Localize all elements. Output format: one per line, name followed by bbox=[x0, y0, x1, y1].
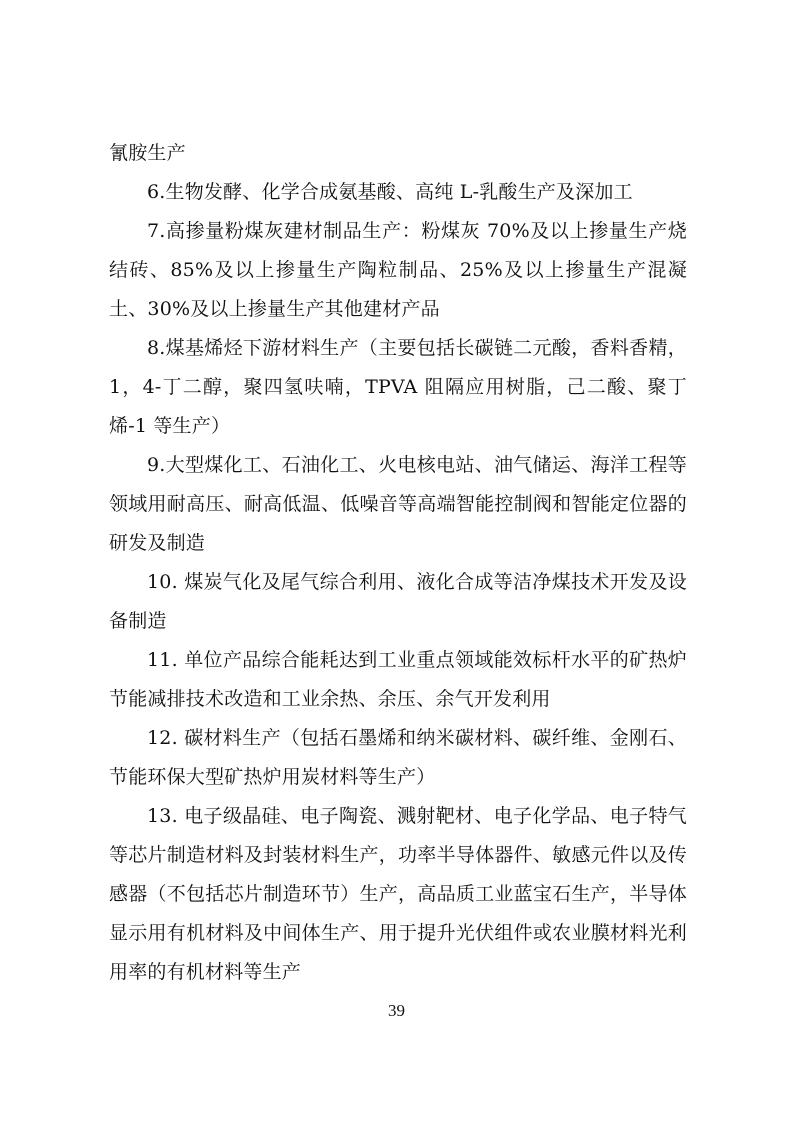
paragraph-item-11: 11. 单位产品综合能耗达到工业重点领域能效标杆水平的矿热炉节能减排技术改造和工业余热、余压、余气开发利用 bbox=[109, 649, 687, 710]
paragraph-item-6: 6.生物发酵、化学合成氨基酸、高纯 L-乳酸生产及深加工 bbox=[147, 181, 633, 203]
page-number: 39 bbox=[388, 1001, 405, 1020]
paragraph-item-7: 7.高掺量粉煤灰建材制品生产：粉煤灰 70%及以上掺量生产烧结砖、85%及以上掺量生产陶粒制品、25%及以上掺量生产混凝土、30%及以上掺量生产其他建材产品 bbox=[109, 220, 687, 320]
paragraph-item-10: 10. 煤炭气化及尾气综合利用、液化合成等洁净煤技术开发及设备制造 bbox=[109, 571, 687, 632]
paragraph-continuation: 氰胺生产 bbox=[109, 142, 186, 164]
page-body bbox=[109, 134, 687, 992]
paragraph-item-8: 8.煤基烯烃下游材料生产（主要包括长碳链二元酸，香料香精，1，4-丁二醇，聚四氢呋喃，TPVA 阻隔应用树脂，己二酸、聚丁烯-1 等生产） bbox=[109, 337, 687, 437]
paragraph-item-12: 12. 碳材料生产（包括石墨烯和纳米碳材料、碳纤维、金刚石、节能环保大型矿热炉用炭材料等生产） bbox=[109, 727, 687, 788]
paragraph-item-13: 13. 电子级晶硅、电子陶瓷、溅射靶材、电子化学品、电子特气等芯片制造材料及封装材料生产，功率半导体器件、敏感元件以及传感器（不包括芯片制造环节）生产，高品质工业蓝宝石生产，半导体显示用有机材料及中间体生产、用于提升光伏组件或农业膜材料光利用率的有机材料等生产 bbox=[109, 805, 687, 983]
paragraph-item-9: 9.大型煤化工、石油化工、火电核电站、油气储运、海洋工程等领域用耐高压、耐高低温、低噪音等高端智能控制阀和智能定位器的研发及制造 bbox=[109, 454, 687, 554]
